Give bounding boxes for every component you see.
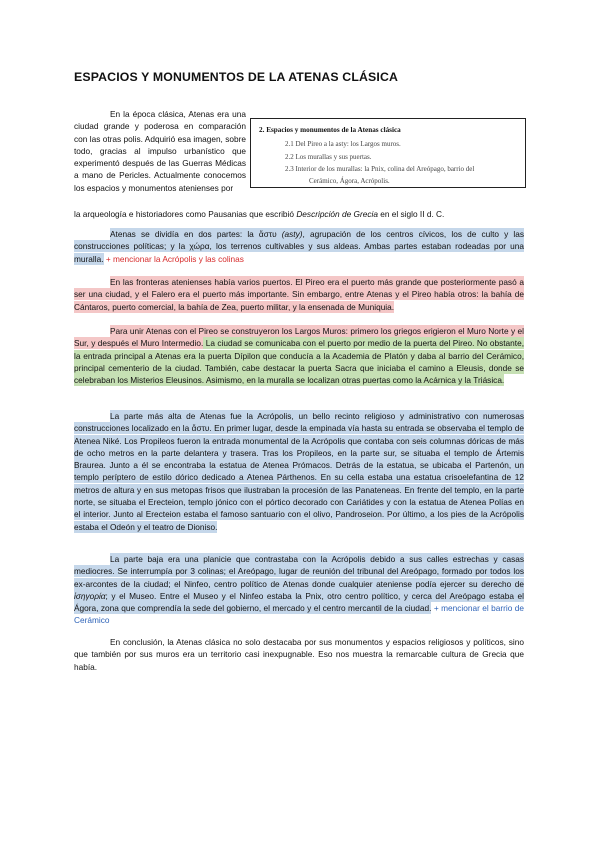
comment-note-red: + mencionar la Acrópolis y las colinas — [103, 253, 244, 264]
text: La parte baja era una planicie que contrastaba con la Acrópolis debido a sus calles estrechas y casas mediocres. Se interrumpía por 3 colinas; el Areópago, lugar de reunión del tribunal del Areópago, formado por todos los ex-arcontes de la ciudad; el Ninfeo, centro político de Atenas donde cualquier ateniense podía ejercer su derecho de — [74, 554, 524, 589]
greek-isegoria: ἰσηγορία — [74, 590, 106, 601]
comment-note-blue: + mencionar el barrio de Cerámico — [74, 603, 524, 626]
text: , agrupación de los centros cívicos, los de culto y las construcciones políticas; y la — [74, 229, 524, 252]
text: , los terrenos cultivables y sus aldeas. Ambas partes estaban rodeadas por una muralla. — [74, 241, 524, 264]
asty-latin: (asty) — [276, 229, 303, 239]
outline-heading: 2. Espacios y monumentos de la Atenas clásica — [259, 126, 401, 134]
outline-line-3: 2.3 Interior de los murallas: la Pnix, colina del Areópago, barrio del — [285, 165, 475, 173]
greek-asty: ἄστυ — [191, 423, 210, 434]
text: ; y el Museo. Entre el Museo y el Ninfeo estaba la Pnix, otro centro político, y cerca del Areópago estaba el Ágora, zona que comprendía la sede del gobierno, el mercado y el centro mercantil de la ciudad. — [74, 590, 524, 614]
paragraph-acropolis — [74, 410, 524, 533]
paragraph-conclusion: En conclusión, la Atenas clásica no solo destacaba por sus monumentos y espacios religiosos y políticos, sino que también por sus muros era un territorio casi inexpugnable. Eso nos muestra la remarcable cultura de Grecia que había. — [74, 637, 524, 672]
highlight-blue — [74, 410, 524, 533]
intro-text-end: en el siglo II d. C. — [377, 209, 445, 219]
highlight-red: Para unir Atenas con el Pireo se construyeron los Largos Muros: primero los griegos erigieron el Muro Norte y el Sur, y después el Muro Intermedio. — [74, 326, 524, 349]
paragraph-ports — [74, 276, 524, 313]
page-title: ESPACIOS Y MONUMENTOS DE LA ATENAS CLÁSICA — [74, 70, 399, 84]
intro-paragraph: En la época clásica, Atenas era una ciudad grande y poderosa en comparación con las otras polis. Adquirió esa imagen, sobre todo, gracias al impulso urbanístico que experimentó después de las Guerras Médicas a mano de Pericles. Actualmente conocemos los espacios y monumentos atenienses por — [74, 109, 246, 193]
greek-chora: χώρα — [189, 241, 210, 252]
outline-line-4: Cerámico, Ágora, Acrópolis. — [309, 177, 390, 185]
paragraph-lower-city — [74, 553, 524, 627]
intro-paragraph-end — [74, 208, 524, 220]
highlight-green: La ciudad se comunicaba con el puerto por medio de la puerta del Pireo. No obstante, la entrada principal a Atenas era la puerta Dípilon que conducía a la Academia de Platón y daba al barrio del Cerámico, principal cementerio de la ciudad. También, cabe destacar la puerta Sacra que iniciaba el camino a Eleusis, donde se celebraban los Misterios Eleusinos. Asimismo, en la muralla se localizan otras puertas como la Acárnica y la Triásica. — [74, 338, 524, 386]
outline-line-2: 2.2 Los murallas y sus puertas. — [285, 153, 372, 161]
book-title: Descripción de Grecia — [296, 209, 378, 219]
text: La parte más alta de Atenas fue la Acrópolis, un bello recinto religioso y administrativo con numerosas construcciones localizado en la — [74, 411, 524, 434]
text: . En primer lugar, desde la empinada vía hasta su entrada se observaba el templo de Atenea Niké. Los Propileos fueron la entrada monumental de la Acrópolis que contaba con seis columnas dóricas de más de ocho metros en la parte delantera y trasera. Tras los Propileos, en la parte sur, se situaba el templo de Ártemis Braurea. Junto a él se encontraba la estatua de Atenea Prómacos. Detrás de la estatua, se ubicaba el Partenón, un templo períptero de estilo dórico dedicado a Atenea Párthenos. En su cella estaba una estatua crisoelefantina de 12 metros de altura y en sus metopas frisos que ilustraban la procesión de las Panateneas. En frente del templo, en la parte norte, se situaba el Erecteion, templo jónico con el pórtico decorado con Cariátides y con la estatua de Atenea Polías en el interior. Junto al Erecteion estaba el famoso santuario con el olivo, Pandroseion. Por último, a los pies de la Acrópolis estaba el Odeón y el teatro de Dioniso. — [74, 423, 524, 532]
outline-line-1: 2.1 Del Pireo a la asty: los Largos muros. — [285, 140, 401, 148]
highlight-red: En las fronteras atenienses había varios puertos. El Pireo era el puerto más grande que posteriormente pasó a ser una ciudad, y el Falero era el puerto más importante. Sin embargo, entre Atenas y el Pireo había otros: la bahía de Cántaros, puerto comercial, la bahía de Zea, puerto militar, y la ensenada de Muniquia. — [74, 277, 524, 312]
paragraph-long-walls — [74, 325, 524, 386]
paragraph-asty-chora — [74, 228, 524, 265]
greek-asty: ἄστυ — [258, 229, 277, 239]
outline-figure — [250, 118, 526, 188]
intro-text: la arqueología e historiadores como Pausanias que escribió — [74, 209, 297, 219]
text: Atenas se dividía en dos partes: la — [110, 229, 259, 239]
